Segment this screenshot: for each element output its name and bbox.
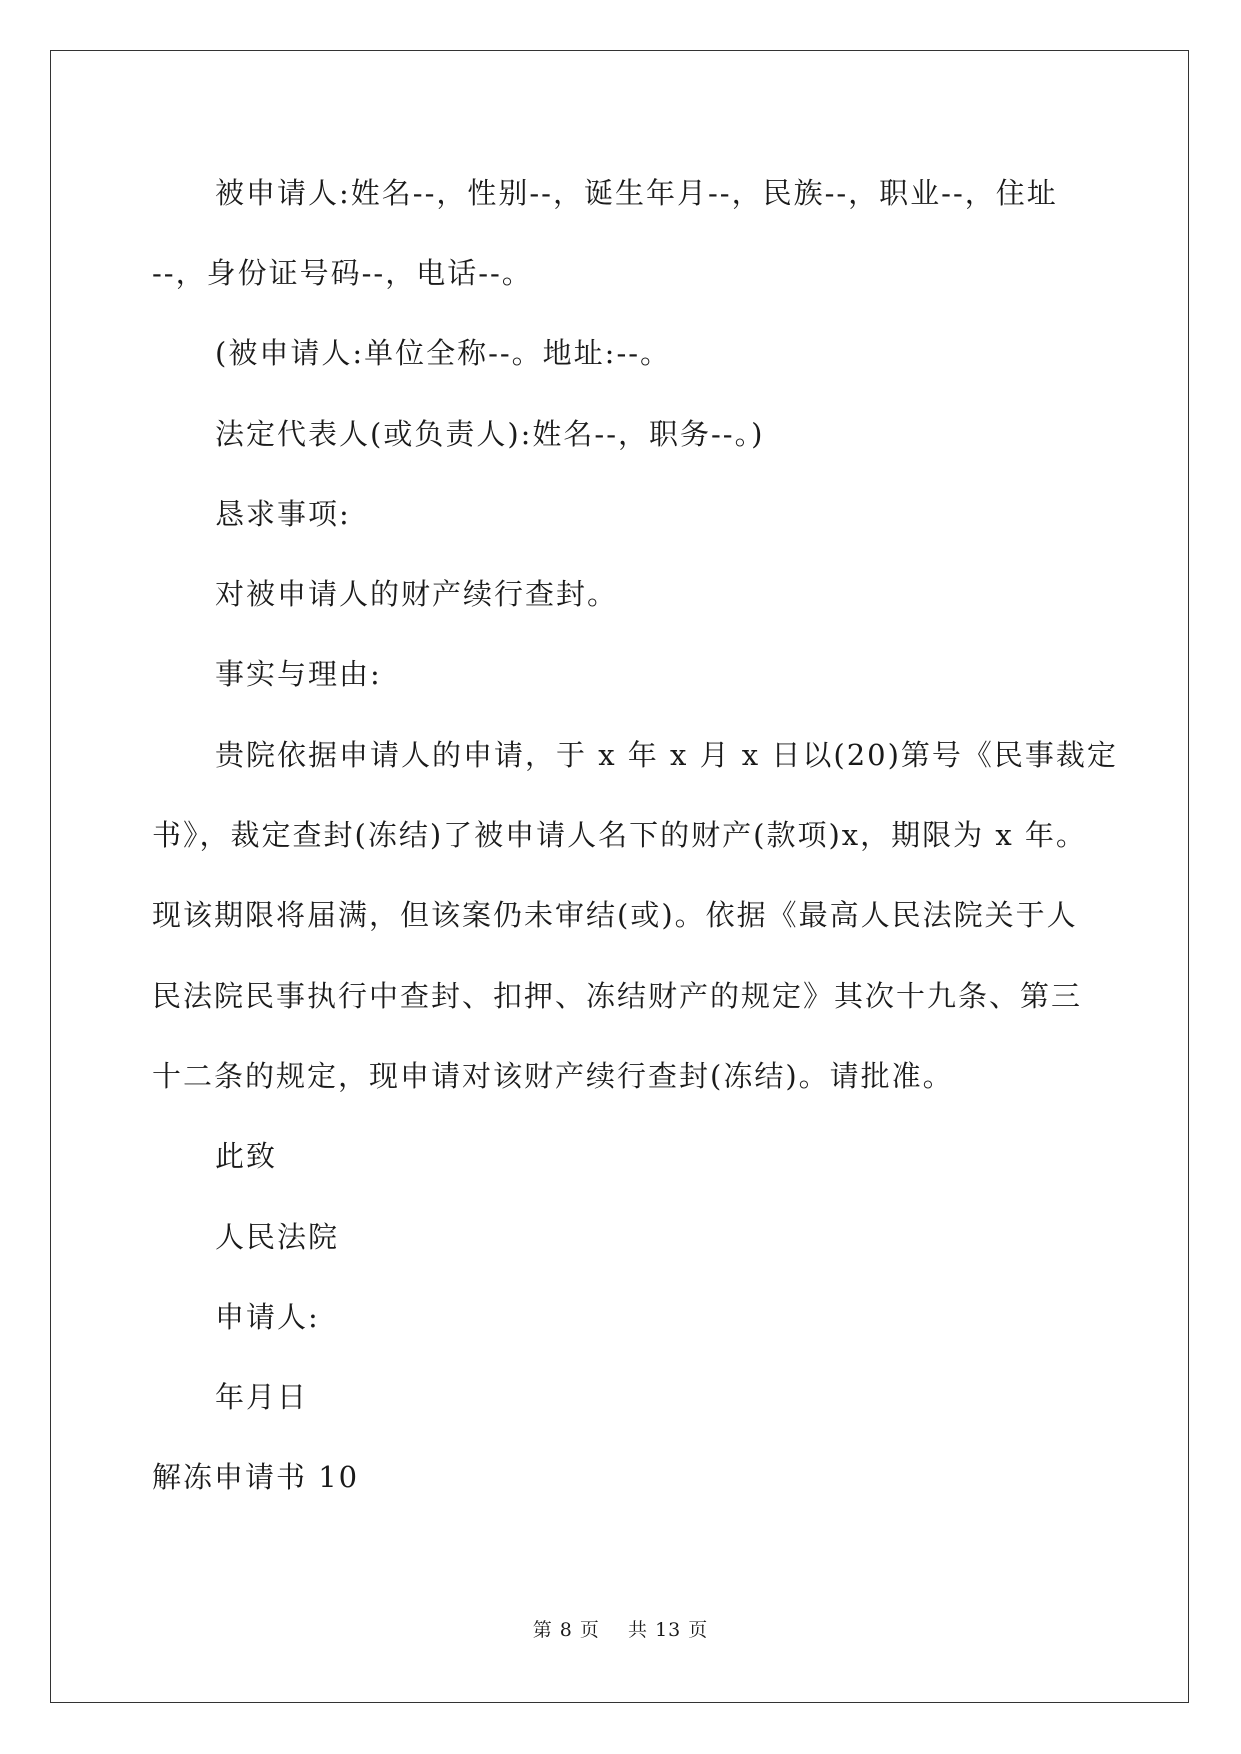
legal-representative-info: 法定代表人(或负责人):姓名--，职务--。) [215, 417, 765, 451]
next-section-title: 解冻申请书 10 [152, 1460, 360, 1494]
facts-paragraph-line-4: 民法院民事执行中查封、扣押、冻结财产的规定》其次十九条、第三 [152, 979, 1083, 1013]
facts-paragraph-line-1: 贵院依据申请人的申请，于 x 年 x 月 x 日以(20)第号《民事裁定 [215, 738, 1118, 772]
page-border [50, 50, 1189, 1703]
request-item-text: 对被申请人的财产续行查封。 [215, 577, 619, 611]
court-addressee: 人民法院 [215, 1220, 340, 1254]
respondent-personal-info-line-1: 被申请人:姓名--，性别--，诞生年月--，民族--，职业--，住址 [215, 176, 1058, 210]
page-number-footer: 第 8 页 共 13 页 [532, 1619, 709, 1641]
facts-paragraph-line-2: 书》，裁定查封(冻结)了被申请人名下的财产(款项)x，期限为 x 年。 [152, 818, 1087, 852]
facts-paragraph-line-3: 现该期限将届满，但该案仍未审结(或)。依据《最高人民法院关于人 [152, 898, 1078, 932]
facts-reasons-heading: 事实与理由: [215, 657, 382, 691]
facts-paragraph-line-5: 十二条的规定，现申请对该财产续行查封(冻结)。请批准。 [152, 1059, 954, 1093]
request-items-heading: 恳求事项: [215, 497, 351, 531]
salutation: 此致 [215, 1139, 278, 1173]
respondent-unit-info: (被申请人:单位全称--。地址:--。 [215, 336, 672, 370]
applicant-signature-label: 申请人: [215, 1300, 320, 1334]
respondent-personal-info-line-2: --，身份证号码--，电话--。 [152, 256, 533, 290]
date-label: 年月日 [215, 1380, 309, 1414]
